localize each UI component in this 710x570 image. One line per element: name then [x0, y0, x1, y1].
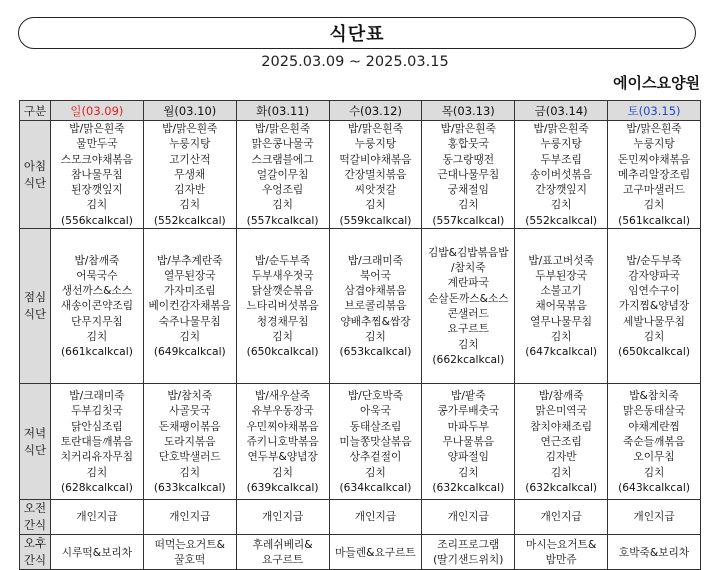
menu-item: 우엉조림	[261, 183, 304, 197]
dinner-cell	[143, 384, 236, 500]
menu-item: 열무된장국	[163, 268, 216, 282]
menu-item: 김치	[179, 330, 201, 344]
menu-item: 누룽지탕	[169, 137, 211, 151]
menu-item: 무나물볶음	[442, 434, 495, 448]
menu-item: 삼겹야채볶음	[344, 284, 407, 298]
menu-item: 맑은미역국	[535, 404, 587, 418]
menu-item: 김자반	[545, 450, 577, 464]
menu-item: (556kcalkcal)	[60, 213, 133, 227]
dinner-row	[20, 384, 701, 500]
snack-pm-label: 오후 간식	[20, 535, 51, 570]
menu-item: 김치	[86, 198, 108, 212]
dinner-cell	[236, 384, 329, 500]
menu-item: 김치	[643, 330, 665, 344]
menu-item: 송이버섯볶음	[530, 167, 593, 181]
snack-am-cell: 개인지급	[422, 500, 515, 535]
menu-item: 닭살깻순볶음	[251, 284, 314, 298]
menu-item: 참치야채조림	[530, 419, 593, 433]
menu-item: 누룽지탕	[540, 137, 582, 151]
menu-item: 밥/맑은흰죽	[69, 122, 125, 135]
menu-item: 떡갈비야채볶음	[339, 152, 412, 166]
menu-item: 밥&참치죽	[629, 389, 679, 403]
menu-item: 스크램블에그	[251, 152, 314, 166]
menu-item: 아욱국	[359, 404, 391, 418]
menu-item: (552kcalkcal)	[153, 213, 226, 227]
menu-item: 김치	[550, 330, 572, 344]
facility-name: 에이스요양원	[613, 74, 700, 92]
menu-item: 연두부&양념장	[247, 450, 318, 464]
menu-item: 궁채절임	[447, 183, 489, 197]
menu-item: (633kcalkcal)	[153, 480, 226, 494]
menu-item: 콘샐러드	[447, 307, 489, 321]
menu-item: (647kcalkcal)	[525, 345, 598, 359]
snack-am-cell: 개인지급	[515, 500, 608, 535]
snack-am-row	[20, 500, 701, 535]
lunch-cell	[608, 229, 701, 384]
menu-item: 밥/크래미죽	[69, 389, 125, 403]
menu-item: 임연수구이	[628, 284, 680, 298]
menu-item: (628kcalkcal)	[60, 480, 133, 494]
snack-am-cell: 개인지급	[329, 500, 422, 535]
menu-item: 유부우동장국	[251, 404, 314, 418]
menu-item: 홍합뭇국	[447, 137, 489, 151]
menu-item: 동그랑땡전	[442, 152, 495, 166]
menu-item: 두부김칫국	[71, 404, 123, 418]
menu-title	[18, 17, 696, 49]
menu-item: (649kcalkcal)	[153, 345, 226, 359]
breakfast-label: 아침 식단	[20, 121, 51, 229]
menu-item: 양파절임	[447, 450, 489, 464]
menu-item: 밥/새우살죽	[254, 389, 311, 403]
menu-item: (650kcalkcal)	[246, 345, 319, 359]
snack-pm-cell: 시루떡&보리차	[51, 535, 144, 570]
menu-item: 밥/참깨죽	[74, 253, 120, 267]
menu-item: (661kcalkcal)	[60, 345, 133, 359]
menu-item: 밥/부추계란죽	[156, 253, 223, 267]
day-header-sat: 토(03.15)	[608, 101, 701, 121]
day-header-sun: 일(03.09)	[51, 101, 144, 121]
menu-item: /참치죽	[451, 261, 486, 275]
snack-pm-cell: 호박죽&보리차	[608, 535, 701, 570]
corner-header: 구분	[20, 101, 51, 121]
menu-item: 상추겉절이	[349, 450, 402, 464]
menu-item: 김치	[457, 198, 479, 212]
snack-am-cell: 개인지급	[51, 500, 144, 535]
menu-item: 채어묵볶음	[535, 299, 587, 313]
menu-item: 동태살조림	[349, 419, 402, 433]
menu-item: 열무나물무침	[530, 314, 593, 328]
breakfast-cell	[422, 121, 515, 229]
menu-item: 단호박샐러드	[158, 450, 221, 464]
day-header-thu: 목(03.13)	[422, 101, 515, 121]
menu-item: 김밥&김밥볶음밥	[427, 245, 509, 259]
snack-pm-cell: 떠먹는요거트&꿀호떡	[143, 535, 236, 570]
menu-item: 밥/맑은흰죽	[254, 122, 311, 135]
snack-pm-cell: 마시는요거트&밤만쥬	[515, 535, 608, 570]
menu-item: 양배추찜&쌈장	[340, 314, 411, 328]
dinner-cell	[515, 384, 608, 500]
menu-item: 브로콜리볶음	[344, 299, 407, 313]
day-header-tue: 화(03.11)	[236, 101, 329, 121]
breakfast-cell	[236, 121, 329, 229]
menu-item: 씨앗젓갈	[354, 183, 397, 197]
breakfast-row	[20, 121, 701, 229]
menu-item: 밥/표고버섯죽	[528, 253, 594, 267]
lunch-cell	[422, 229, 515, 384]
snack-am-cell: 개인지급	[236, 500, 329, 535]
menu-item: 김치	[179, 465, 201, 479]
menu-item: 김치	[86, 465, 108, 479]
menu-item: 마파두부	[447, 419, 489, 433]
breakfast-cell	[608, 121, 701, 229]
snack-am-label: 오전 간식	[20, 500, 51, 535]
lunch-row	[20, 229, 701, 384]
menu-item: 죽순들깨볶음	[623, 434, 685, 448]
menu-item: 밥/순두부죽	[254, 253, 311, 267]
menu-item: 물만두국	[76, 137, 118, 151]
dinner-cell	[329, 384, 422, 500]
menu-item: 밥/참깨죽	[538, 389, 584, 403]
menu-item: 밥/맑은흰죽	[533, 122, 589, 135]
menu-item: 메추리알장조림	[617, 167, 691, 181]
day-header-fri: 금(03.14)	[515, 101, 608, 121]
dinner-label: 저녁 식단	[20, 384, 51, 500]
menu-item: 김치	[365, 198, 386, 212]
menu-item: 베이컨감자채볶음	[148, 299, 232, 313]
menu-item: 밥/순두부죽	[626, 253, 682, 267]
menu-item: 세발나물무침	[623, 314, 685, 328]
lunch-cell	[51, 229, 144, 384]
menu-item: (653kcalkcal)	[339, 345, 412, 359]
menu-item: 소불고기	[540, 284, 582, 298]
menu-item: 도라지볶음	[163, 434, 216, 448]
menu-item: 간장깻잎지	[535, 183, 587, 197]
menu-item: (557kcalkcal)	[246, 213, 319, 227]
menu-item: 김치	[86, 330, 108, 344]
menu-item: 참나물무침	[71, 167, 123, 181]
menu-item: 고기산적	[169, 152, 211, 166]
menu-item: 두부된장국	[535, 268, 587, 282]
menu-item: 밥/맑은흰죽	[162, 122, 218, 135]
menu-item: 야채계란찜	[628, 419, 680, 433]
menu-item: 밥/맑은흰죽	[440, 122, 496, 135]
menu-item: 청경채무침	[256, 314, 309, 328]
menu-item: 된장깻잎지	[71, 183, 123, 197]
menu-item: (634kcalkcal)	[339, 480, 412, 494]
menu-item: 연근조림	[540, 434, 582, 448]
menu-item: 오이무침	[633, 450, 675, 464]
menu-item: 맑은콩나물국	[251, 137, 314, 151]
breakfast-cell	[515, 121, 608, 229]
dinner-cell	[422, 384, 515, 500]
menu-item: 맑은동태살국	[623, 404, 685, 418]
breakfast-cell	[51, 121, 144, 229]
menu-item: 김치	[643, 198, 665, 212]
menu-item: 사골뭇국	[169, 404, 211, 418]
menu-item: 밥/맑은흰죽	[347, 122, 404, 135]
menu-item: 두부조림	[540, 152, 582, 166]
menu-item: 김치	[179, 198, 201, 212]
menu-item: 미늘쫑맛살볶음	[339, 434, 412, 448]
menu-item: 밥/참치죽	[167, 389, 213, 403]
menu-item: 우민찌야채볶음	[246, 419, 319, 433]
dinner-cell	[51, 384, 144, 500]
lunch-label: 점심 식단	[20, 229, 51, 384]
menu-item: 가지찜&양념장	[618, 299, 690, 313]
lunch-cell	[236, 229, 329, 384]
menu-item: 생선까스&소스	[61, 284, 133, 298]
menu-item: 숙주나물무침	[158, 314, 221, 328]
menu-item: 무생채	[174, 167, 206, 181]
menu-item: 요구르트	[447, 322, 489, 336]
menu-item: 단무지무침	[71, 314, 123, 328]
menu-item: 닭안심조림	[71, 419, 123, 433]
menu-item: 김치	[643, 465, 665, 479]
snack-am-cell: 개인지급	[143, 500, 236, 535]
day-header-mon: 월(03.10)	[143, 101, 236, 121]
menu-item: 계란파국	[447, 276, 489, 290]
menu-item: 감자양파국	[628, 268, 680, 282]
menu-item: 김치	[550, 198, 572, 212]
menu-item: 두부새우젓국	[251, 268, 314, 282]
title-text: 식단표	[329, 24, 385, 45]
day-header-wed: 수(03.12)	[329, 101, 422, 121]
menu-item: 근대나물무침	[437, 167, 500, 181]
menu-item: (632kcalkcal)	[525, 480, 598, 494]
snack-pm-row	[20, 535, 701, 570]
menu-item: 밥/단호박죽	[347, 389, 404, 403]
menu-item: 스모크야채볶음	[60, 152, 134, 166]
menu-item: (559kcalkcal)	[339, 213, 412, 227]
menu-item: 밥/맑은흰죽	[626, 122, 682, 135]
menu-item: 가자미조림	[163, 284, 216, 298]
menu-item: (650kcalkcal)	[618, 345, 690, 359]
menu-item: 밥/팥죽	[451, 389, 486, 403]
menu-item: 고구마샐러드	[623, 183, 685, 197]
menu-item: (662kcalkcal)	[432, 352, 505, 366]
menu-item: (561kcalkcal)	[618, 213, 690, 227]
menu-item: 밥/크래미죽	[347, 253, 404, 267]
breakfast-cell	[143, 121, 236, 229]
menu-item: 김자반	[174, 183, 206, 197]
menu-item: 돈민찌야채볶음	[617, 152, 691, 166]
lunch-cell	[329, 229, 422, 384]
menu-item: 북어국	[359, 268, 391, 282]
menu-item: 김치	[457, 337, 479, 351]
menu-item: 김치	[365, 330, 386, 344]
menu-item: 김치	[272, 198, 293, 212]
menu-item: 토란대들깨볶음	[60, 434, 134, 448]
menu-item: 얼갈이무침	[256, 167, 309, 181]
menu-item: 치커리유자무침	[60, 450, 134, 464]
lunch-cell	[515, 229, 608, 384]
menu-item: (557kcalkcal)	[432, 213, 505, 227]
menu-item: 김치	[272, 465, 293, 479]
menu-item: 어묵국수	[76, 268, 118, 282]
menu-item: (639kcalkcal)	[246, 480, 319, 494]
menu-item: 콩가루배춧국	[437, 404, 500, 418]
menu-item: 김치	[272, 330, 293, 344]
menu-item: (552kcalkcal)	[525, 213, 598, 227]
menu-item: (632kcalkcal)	[432, 480, 505, 494]
snack-pm-cell: 조리프로그램(딸기샌드위치)	[422, 535, 515, 570]
menu-item: 순살돈까스&소스	[427, 291, 509, 305]
menu-item: 새송이콘약조림	[60, 299, 134, 313]
menu-item: 쥬키니호박볶음	[246, 434, 319, 448]
lunch-cell	[143, 229, 236, 384]
menu-item: 누룽지탕	[633, 137, 675, 151]
menu-item: 누룽지탕	[354, 137, 397, 151]
date-range: 2025.03.09 ~ 2025.03.15	[261, 54, 449, 70]
dinner-cell	[608, 384, 701, 500]
snack-pm-cell: 후레쉬베리&요구르트	[236, 535, 329, 570]
snack-pm-cell: 마들렌&요구르트	[329, 535, 422, 570]
snack-am-cell: 개인지급	[608, 500, 701, 535]
menu-item: 김치	[457, 465, 479, 479]
menu-item: 간장멸치볶음	[344, 167, 407, 181]
menu-item: 느타리버섯볶음	[246, 299, 319, 313]
header-row	[20, 101, 701, 121]
menu-item: 김치	[550, 465, 572, 479]
menu-item: (643kcalkcal)	[618, 480, 690, 494]
meal-table	[19, 100, 701, 570]
menu-item: 김치	[365, 465, 386, 479]
breakfast-cell	[329, 121, 422, 229]
menu-item: 돈채팽이볶음	[158, 419, 221, 433]
